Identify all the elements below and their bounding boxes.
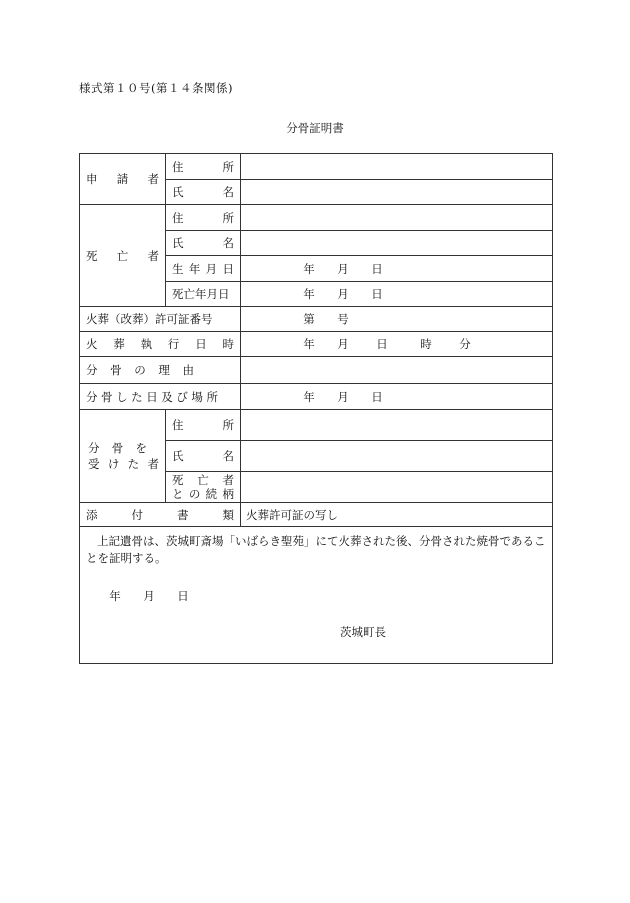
deceased-birth-label: 生年月日 [166, 256, 241, 282]
division-day-unit: 日 [371, 389, 383, 404]
birth-day-unit: 日 [371, 261, 383, 276]
death-month-unit: 月 [337, 287, 349, 301]
reason-label: 分 骨 の 理 由 [80, 357, 241, 384]
form-number: 様式第１０号(第１４条関係) [79, 81, 233, 95]
cert-month-unit: 月 [143, 589, 155, 603]
death-day-unit: 日 [371, 287, 383, 301]
applicant-name-field[interactable] [241, 180, 553, 205]
recipient-label-line1: 分 骨 を [88, 441, 147, 455]
recipient-name-label: 氏 名 [166, 441, 241, 472]
cremation-minute-unit: 分 [459, 337, 471, 351]
deceased-name-field[interactable] [241, 231, 553, 256]
deceased-address-field[interactable] [241, 205, 553, 231]
division-month-unit: 月 [337, 389, 349, 404]
relation-line1: 死 亡 者 [172, 473, 234, 487]
recipient-name-field[interactable] [241, 441, 553, 472]
certificate-form-table [79, 153, 553, 664]
reason-field[interactable] [241, 357, 553, 384]
cremation-month-unit: 月 [337, 337, 349, 351]
recipient-relation-field[interactable] [241, 472, 553, 503]
deceased-name-label: 氏 名 [166, 231, 241, 256]
cremation-year-unit: 年 [303, 337, 315, 351]
attachment-label: 添 付 書 類 [80, 503, 241, 527]
deceased-death-field[interactable] [241, 282, 553, 307]
death-year-unit: 年 [303, 287, 315, 301]
cert-year-unit: 年 [109, 589, 121, 603]
deceased-death-label: 死亡年月日 [166, 282, 241, 307]
relation-line2: と の 続 柄 [172, 487, 234, 501]
birth-month-unit: 月 [337, 261, 349, 276]
deceased-section-label: 死 亡 者 [80, 205, 166, 307]
cremation-datetime-field[interactable] [241, 332, 553, 357]
signatory: 茨城町長 [340, 625, 386, 639]
certification-date [86, 588, 546, 605]
deceased-birth-field[interactable] [241, 256, 553, 282]
attachment-value: 火葬許可証の写し [241, 503, 553, 527]
recipient-section-label [80, 410, 166, 503]
deceased-address-label: 住 所 [166, 205, 241, 231]
cert-day-unit: 日 [177, 589, 189, 603]
division-year-unit: 年 [303, 389, 315, 404]
division-field[interactable] [241, 384, 553, 410]
permit-number-field[interactable] [241, 307, 553, 332]
applicant-address-label: 住 所 [166, 154, 241, 180]
recipient-label-line2: 受 け た 者 [88, 457, 159, 471]
applicant-section-label: 申 請 者 [80, 154, 166, 205]
applicant-name-label: 氏 名 [166, 180, 241, 205]
permit-suffix: 号 [337, 312, 349, 326]
permit-prefix: 第 [303, 312, 315, 326]
applicant-address-field[interactable] [241, 154, 553, 180]
birth-year-unit: 年 [303, 261, 315, 276]
recipient-address-field[interactable] [241, 410, 553, 441]
page-title: 分骨証明書 [286, 121, 344, 135]
division-label: 分骨した日及び場所 [80, 384, 241, 410]
permit-number-label: 火葬（改葬）許可証番号 [80, 307, 241, 332]
certification-block [80, 527, 553, 664]
recipient-address-label: 住 所 [166, 410, 241, 441]
cremation-hour-unit: 時 [420, 337, 432, 351]
certification-text: 上記遺骨は、茨城町斎場「いばらき聖苑」にて火葬された後、分骨された焼骨であることを証明する。 [86, 534, 546, 565]
cremation-datetime-label: 火 葬 執 行 日 時 [80, 332, 241, 357]
recipient-relation-label [166, 472, 241, 503]
cremation-day-unit: 日 [376, 337, 388, 351]
